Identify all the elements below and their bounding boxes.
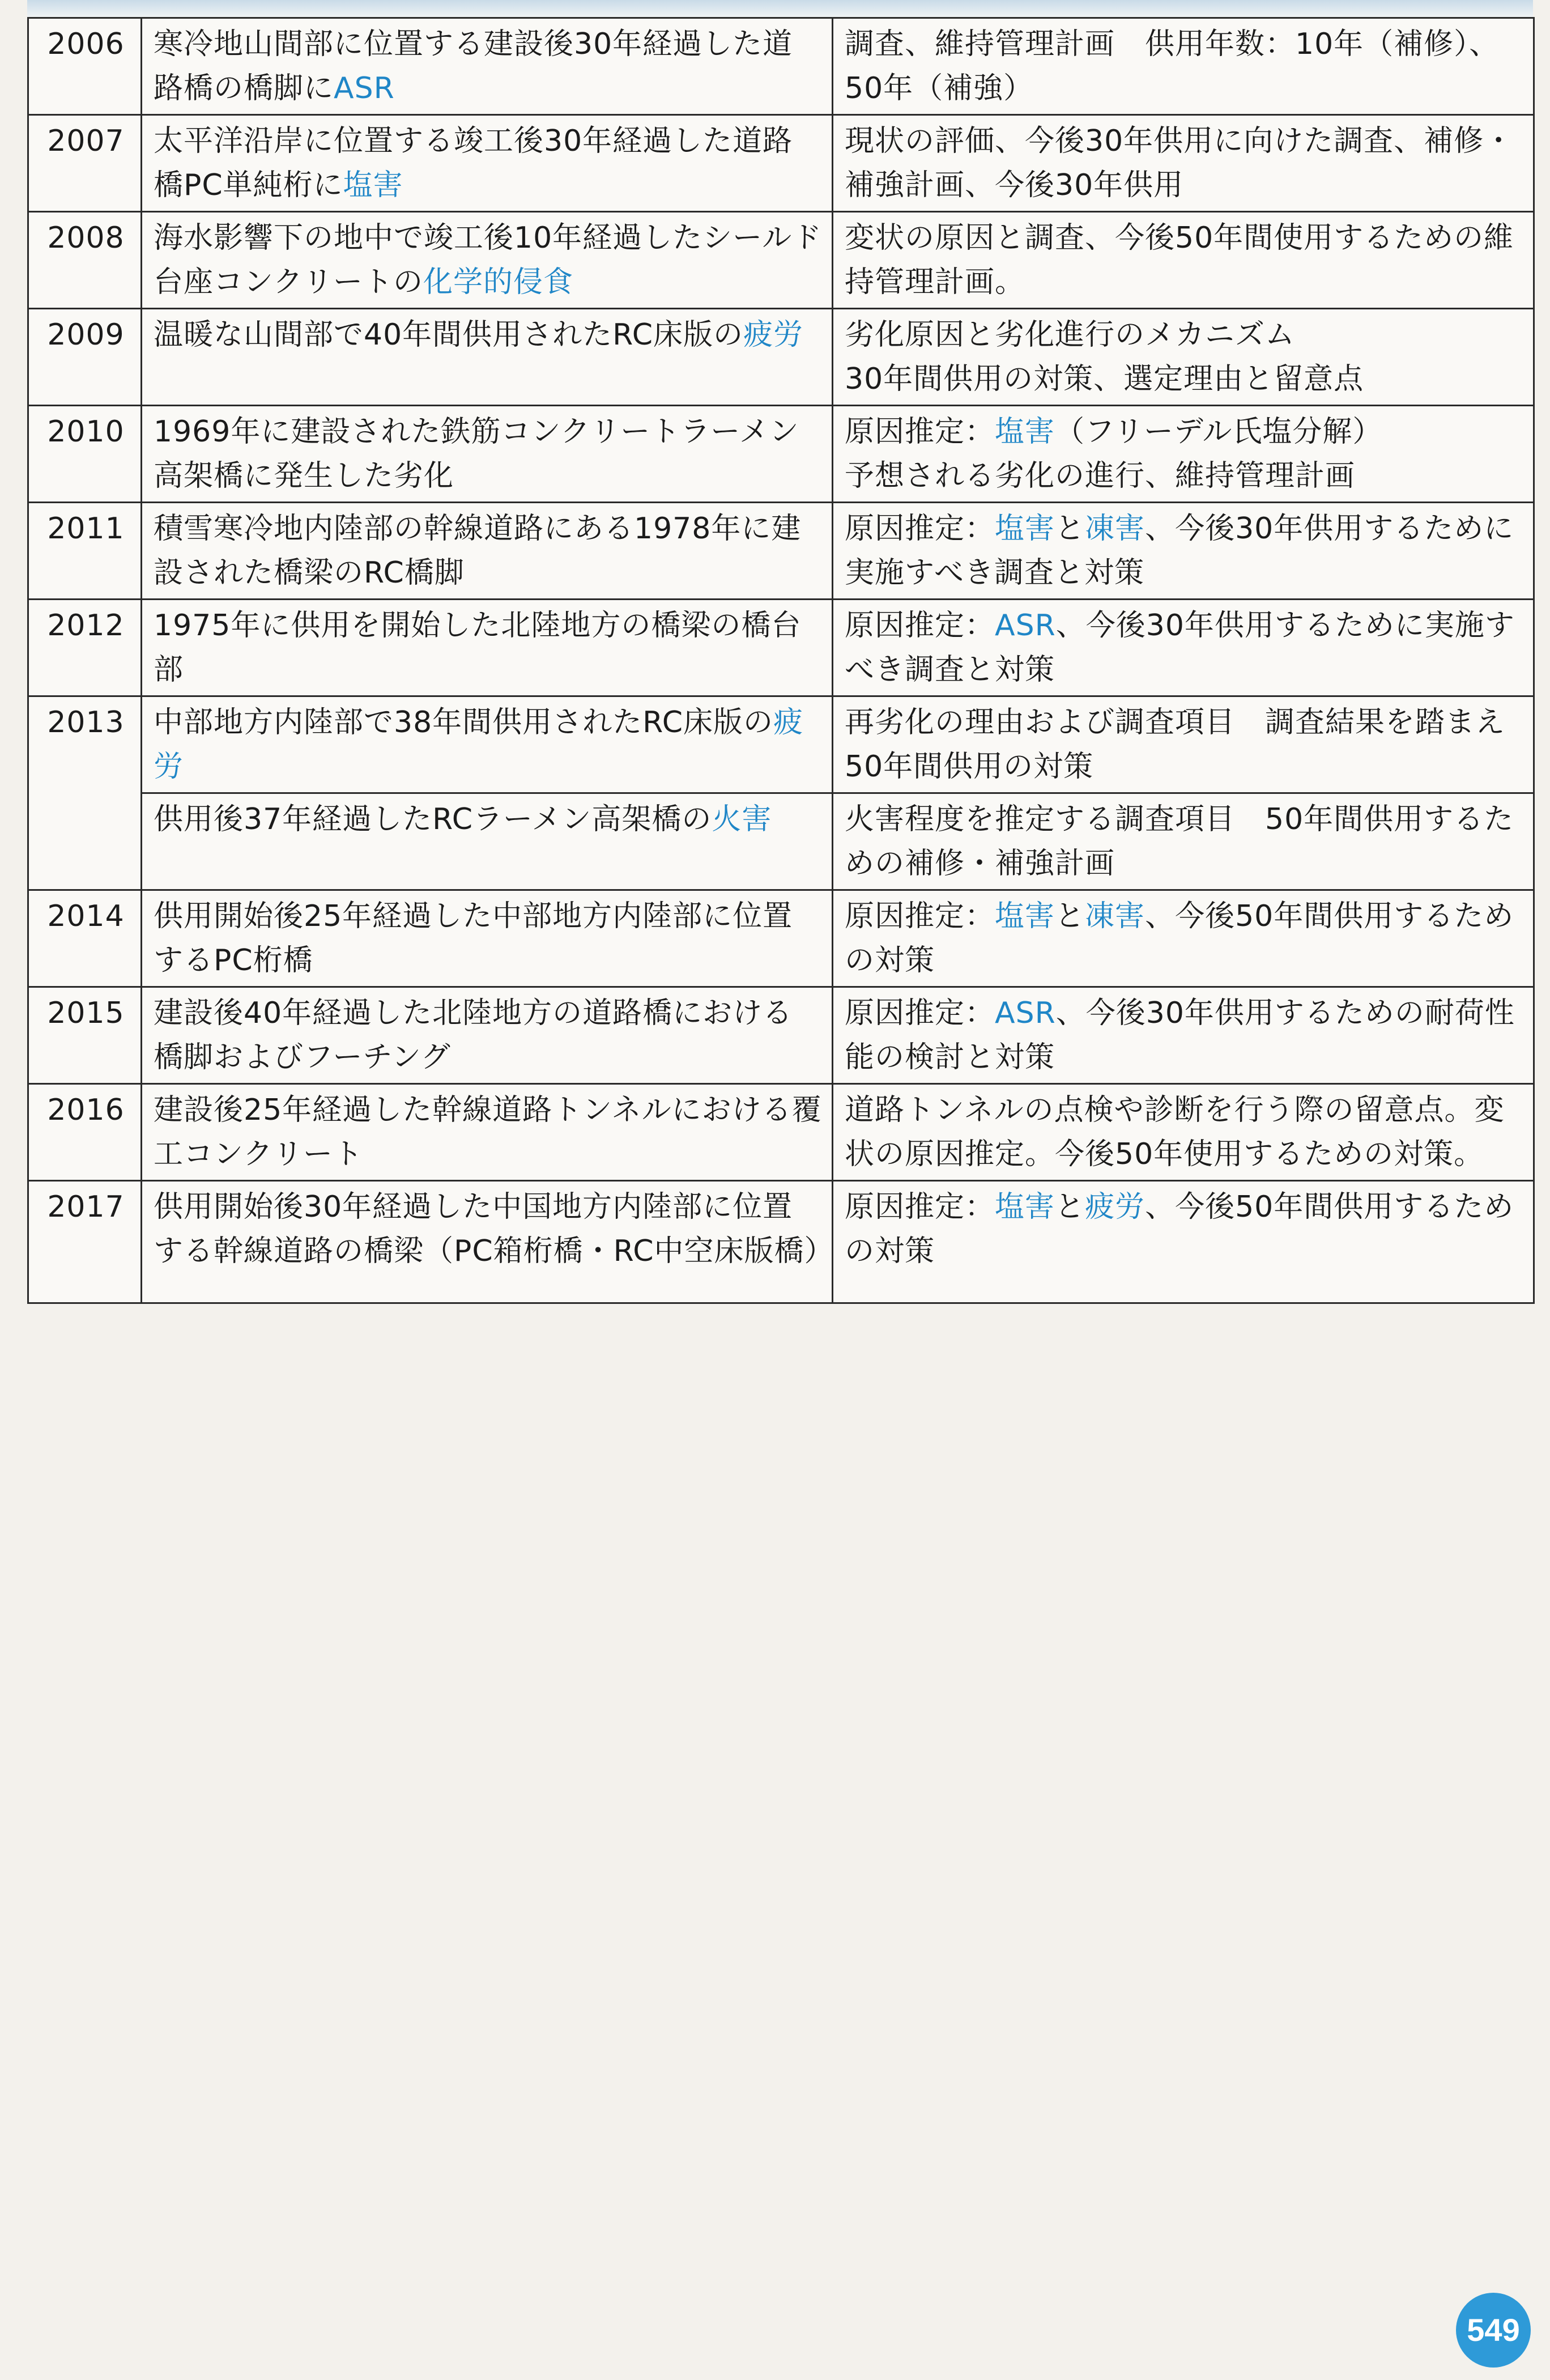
cell-text: と [1055,1190,1085,1224]
task-cell [833,212,1534,309]
topic-cell [142,18,833,115]
keyword-highlight: 疲労 [743,318,804,352]
task-cell [833,696,1534,793]
keyword-highlight: 塩害 [995,1190,1055,1224]
year-cell: 2008 [28,212,142,309]
year-cell: 2015 [28,987,142,1084]
cell-text: 30年間供用の対策、選定理由と留意点 [845,362,1364,396]
table-row [28,406,1534,503]
topic-cell [142,696,833,793]
topic-cell [142,503,833,600]
keyword-highlight: 塩害 [995,415,1055,449]
cell-text: 、今後30年供用するために実施すべき調査と対策 [845,512,1514,590]
cell-text: 原因推定： [845,609,995,643]
task-cell [833,1084,1534,1181]
keyword-highlight: 化学的侵食 [423,265,573,299]
task-cell [833,793,1534,890]
topic-cell [142,406,833,503]
topic-cell [142,115,833,212]
cell-text: 、今後50年間供用するための対策 [845,1190,1514,1268]
cell-text: 原因推定： [845,1190,995,1224]
topic-cell [142,600,833,696]
cell-text: 海水影響下の地中で竣工後10年経過したシールド台座コンクリートの [154,221,823,299]
topic-cell [142,309,833,406]
table-row [28,987,1534,1084]
keyword-highlight: 疲労 [154,706,804,784]
table-row [28,503,1534,600]
cell-text: 再劣化の理由および調査項目 調査結果を踏まえ50年間供用の対策 [845,706,1506,784]
year-cell: 2016 [28,1084,142,1181]
year-cell: 2012 [28,600,142,696]
year-cell: 2017 [28,1181,142,1303]
keyword-highlight: 火害 [712,802,772,836]
cell-text: （フリーデル氏塩分解） [1055,415,1383,449]
task-cell [833,890,1534,987]
cell-text: 火害程度を推定する調査項目 50年間供用するための補修・補強計画 [845,802,1514,881]
keyword-highlight: 凍害 [1085,512,1146,546]
table-row [28,793,1534,890]
task-cell [833,309,1534,406]
cell-text: 供用開始後30年経過した中国地方内陸部に位置する幹線道路の橋梁（PC箱桁橋・RC中空床版橋） [154,1190,834,1268]
cell-text: 中部地方内陸部で38年間供用されたRC床版の [154,706,774,740]
cell-text: 、今後50年間供用するための対策 [845,899,1514,978]
task-cell [833,987,1534,1084]
header-strip [27,0,1533,17]
table-row [28,115,1534,212]
keyword-highlight: 塩害 [995,899,1055,933]
task-cell [833,1181,1534,1303]
cell-text: 温暖な山間部で40年間供用されたRC床版の [154,318,744,352]
table-row [28,1084,1534,1181]
year-cell: 2007 [28,115,142,212]
task-cell [833,406,1534,503]
cell-text: 原因推定： [845,996,995,1030]
table-row [28,600,1534,696]
table-row [28,18,1534,115]
cell-text: 1975年に供用を開始した北陸地方の橋梁の橋台部 [154,609,802,687]
cell-text: と [1055,899,1085,933]
topic-cell [142,890,833,987]
cell-text: 積雪寒冷地内陸部の幹線道路にある1978年に建設された橋梁のRC橋脚 [154,512,802,590]
cell-text: 原因推定： [845,415,995,449]
year-cell: 2010 [28,406,142,503]
task-cell [833,600,1534,696]
year-cell: 2009 [28,309,142,406]
topic-cell [142,212,833,309]
keyword-highlight: 疲労 [1085,1190,1146,1224]
year-cell: 2006 [28,18,142,115]
keyword-highlight: ASR [995,996,1056,1030]
task-cell [833,18,1534,115]
exam-topics-table [27,17,1535,1304]
cell-text: 道路トンネルの点検や診断を行う際の留意点。変状の原因推定。今後50年使用するための対策。 [845,1093,1505,1171]
cell-text: 供用開始後25年経過した中部地方内陸部に位置するPC桁橋 [154,899,793,978]
topic-cell [142,793,833,890]
cell-text: 太平洋沿岸に位置する竣工後30年経過した道路橋PC単純桁に [154,124,793,202]
cell-text: 現状の評価、今後30年供用に向けた調査、補修・補強計画、今後30年供用 [845,124,1514,202]
table-row [28,1181,1534,1303]
cell-text: 建設後25年経過した幹線道路トンネルにおける覆工コンクリート [154,1093,822,1171]
task-cell [833,503,1534,600]
cell-text: 変状の原因と調査、今後50年間使用するための維持管理計画。 [845,221,1514,299]
keyword-highlight: ASR [334,71,395,105]
cell-text: 原因推定： [845,512,995,546]
table-row [28,309,1534,406]
year-cell: 2014 [28,890,142,987]
cell-text: 予想される劣化の進行、維持管理計画 [845,459,1356,493]
cell-text: 1969年に建設された鉄筋コンクリートラーメン高架橋に発生した劣化 [154,415,799,493]
cell-text: 原因推定： [845,899,995,933]
cell-text: 建設後40年経過した北陸地方の道路橋における橋脚およびフーチング [154,996,793,1074]
cell-text: 劣化原因と劣化進行のメカニズム [845,318,1296,352]
cell-text: 寒冷地山間部に位置する建設後30年経過した道路橋の橋脚に [154,27,793,105]
table-row [28,890,1534,987]
cell-text: 供用後37年経過したRCラーメン高架橋の [154,802,712,836]
keyword-highlight: ASR [995,609,1056,643]
cell-text: と [1055,512,1085,546]
topic-cell [142,1084,833,1181]
cell-text: 、今後30年供用するための耐荷性能の検討と対策 [845,996,1515,1074]
topic-cell [142,1181,833,1303]
year-cell: 2011 [28,503,142,600]
year-cell: 2013 [28,696,142,890]
table-row [28,696,1534,793]
table-row [28,212,1534,309]
topic-cell [142,987,833,1084]
table-body [28,18,1534,1303]
keyword-highlight: 塩害 [343,168,403,202]
cell-text: 、今後30年供用するために実施すべき調査と対策 [845,609,1515,687]
keyword-highlight: 凍害 [1085,899,1146,933]
page-number: 549 [1456,2293,1531,2368]
task-cell [833,115,1534,212]
keyword-highlight: 塩害 [995,512,1055,546]
cell-text: 調査、維持管理計画 供用年数：10年（補修）、50年（補強） [845,27,1500,105]
